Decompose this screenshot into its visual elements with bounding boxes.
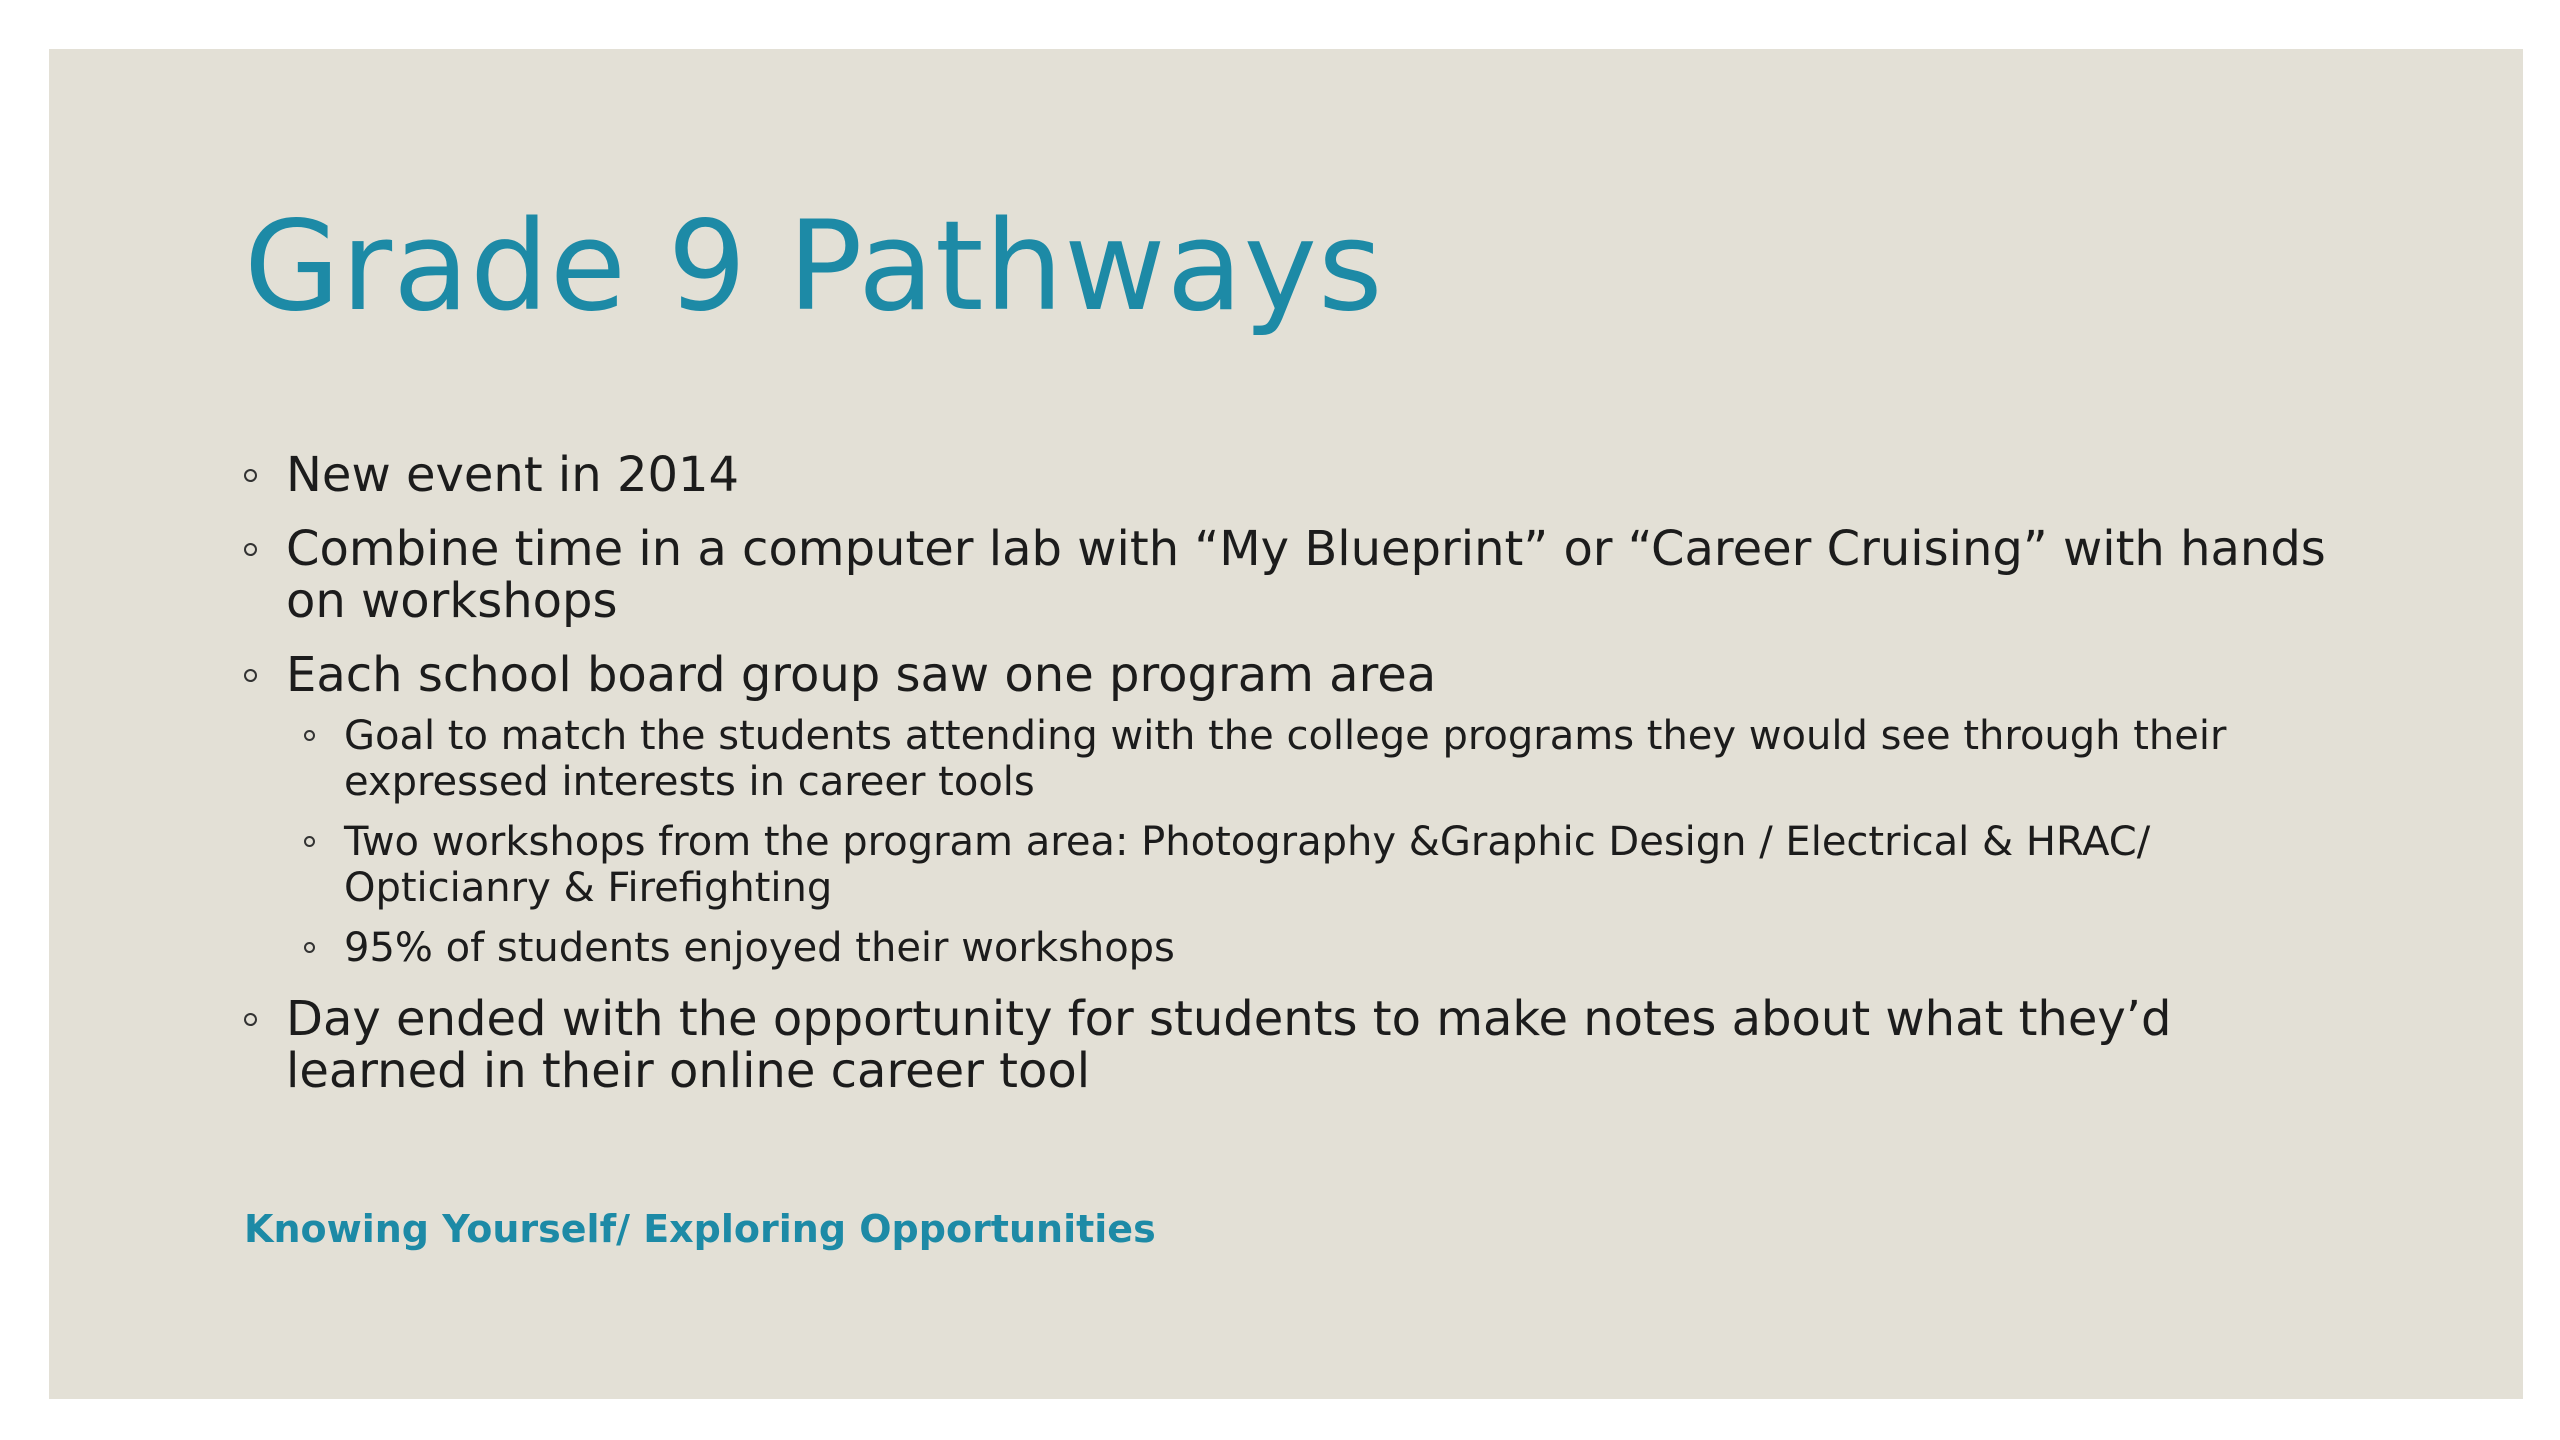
slide-footer: Knowing Yourself/ Exploring Opportunities — [244, 1207, 1156, 1251]
sub-bullet-list — [286, 713, 2344, 971]
bullet-circle-icon — [244, 1013, 257, 1026]
sub-bullet-item — [286, 925, 2344, 971]
bullet-item — [244, 993, 2344, 1097]
bullet-circle-icon — [244, 543, 257, 556]
sub-bullet-circle-icon — [304, 836, 315, 847]
sub-bullet-text: Goal to match the students attending with the college programs they would see through their expressed interests in career tools — [344, 713, 2227, 805]
slide — [49, 49, 2523, 1399]
bullet-text: Each school board group saw one program area — [286, 647, 1437, 703]
slide-title: Grade 9 Pathways — [244, 195, 1384, 339]
sub-bullet-circle-icon — [304, 730, 315, 741]
bullet-circle-icon — [244, 469, 257, 482]
sub-bullet-text: Two workshops from the program area: Photography &Graphic Design / Electrical & HRAC/ Opticianry & Firefighting — [344, 819, 2151, 911]
sub-bullet-item — [286, 713, 2344, 805]
bullet-list — [244, 449, 2344, 1119]
bullet-item — [244, 649, 2344, 971]
sub-bullet-circle-icon — [304, 942, 315, 953]
sub-bullet-text: 95% of students enjoyed their workshops — [344, 925, 1175, 971]
bullet-item — [244, 449, 2344, 501]
bullet-text: Combine time in a computer lab with “My Blueprint” or “Career Cruising” with hands on workshops — [286, 521, 2326, 629]
bullet-circle-icon — [244, 669, 257, 682]
sub-bullet-item — [286, 819, 2344, 911]
bullet-item — [244, 523, 2344, 627]
bullet-text: New event in 2014 — [286, 447, 740, 503]
bullet-text: Day ended with the opportunity for students to make notes about what they’d learned in their online career tool — [286, 991, 2172, 1099]
